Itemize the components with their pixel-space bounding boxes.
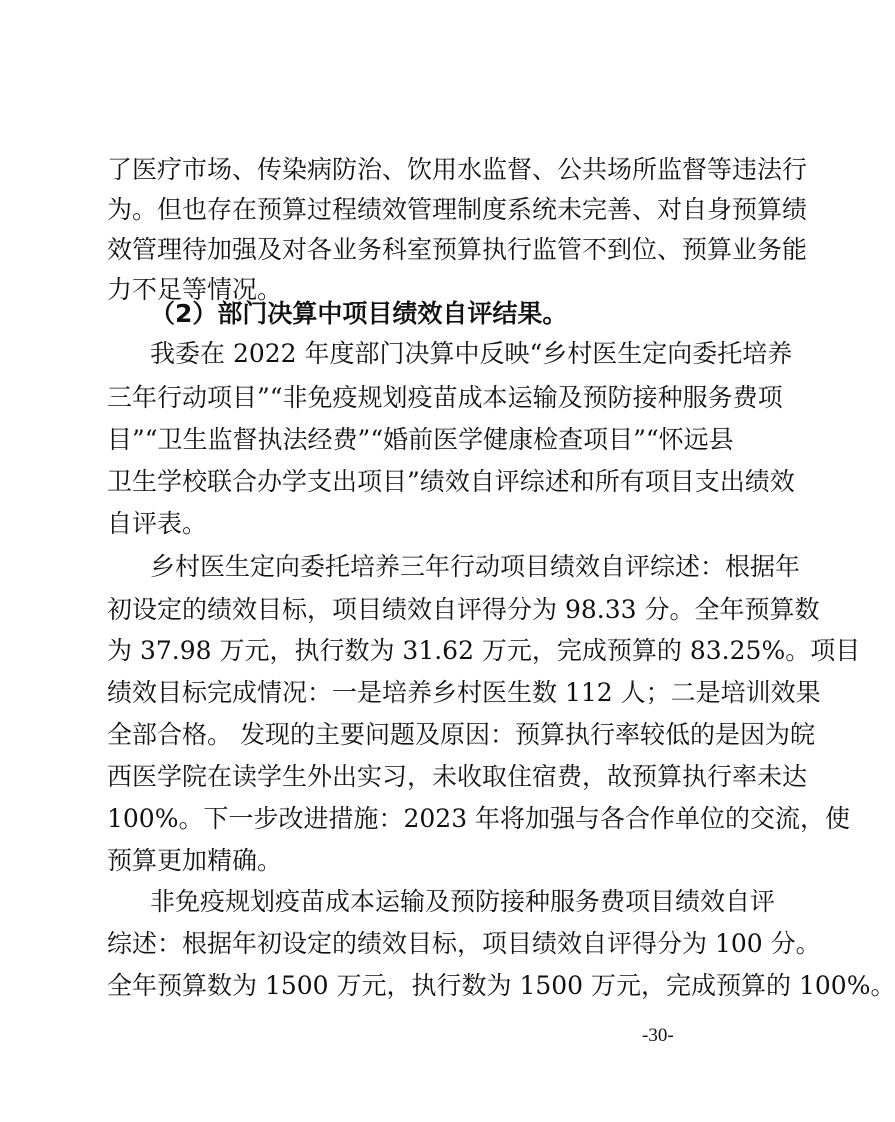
text-line: 综述：根据年初设定的绩效目标，项目绩效自评得分为 100 分。 xyxy=(107,929,821,958)
text-line: 西医学院在读学生外出实习，未收取住宿费，故预算执行率未达 xyxy=(107,762,808,791)
section-heading: （2）部门决算中项目绩效自评结果。 xyxy=(150,299,568,328)
text-line: 绩效目标完成情况：一是培养乡村医生数 112 人；二是培训效果 xyxy=(107,678,821,707)
text-line: 非免疫规划疫苗成本运输及预防接种服务费项目绩效自评 xyxy=(150,887,776,916)
text-line: 初设定的绩效目标，项目绩效自评得分为 98.33 分。全年预算数 xyxy=(107,595,820,624)
page-number: -30- xyxy=(642,1025,674,1046)
text-line: 乡村医生定向委托培养三年行动项目绩效自评综述：根据年 xyxy=(150,552,801,581)
text-line: 我委在 2022 年度部门决算中反映“乡村医生定向委托培养 xyxy=(150,339,793,368)
text-line: 全年预算数为 1500 万元，执行数为 1500 万元，完成预算的 100%。 xyxy=(107,971,895,1000)
text-line: 自评表。 xyxy=(107,509,208,538)
text-line: 100%。下一步改进措施：2023 年将加强与各合作单位的交流，使 xyxy=(107,804,851,833)
text-line: 卫生学校联合办学支出项目”绩效自评综述和所有项目支出绩效 xyxy=(107,467,795,496)
text-line: 全部合格。 发现的主要问题及原因：预算执行率较低的是因为皖 xyxy=(107,720,815,749)
text-line: 三年行动项目”“非免疫规划疫苗成本运输及预防接种服务费项 xyxy=(107,383,783,412)
text-line: 预算更加精确。 xyxy=(107,846,283,875)
text-line: 为。但也存在预算过程绩效管理制度系统未完善、对自身预算绩 xyxy=(107,195,808,224)
text-line: 为 37.98 万元，执行数为 31.62 万元，完成预算的 83.25%。项目 xyxy=(107,636,861,665)
text-line: 力不足等情况。 xyxy=(107,275,283,304)
text-line: 效管理待加强及对各业务科室预算执行监管不到位、预算业务能 xyxy=(107,235,808,264)
text-line: 了医疗市场、传染病防治、饮用水监督、公共场所监督等违法行 xyxy=(107,155,808,184)
text-line: 目”“卫生监督执法经费”“婚前医学健康检查项目”“怀远县 xyxy=(107,425,734,454)
